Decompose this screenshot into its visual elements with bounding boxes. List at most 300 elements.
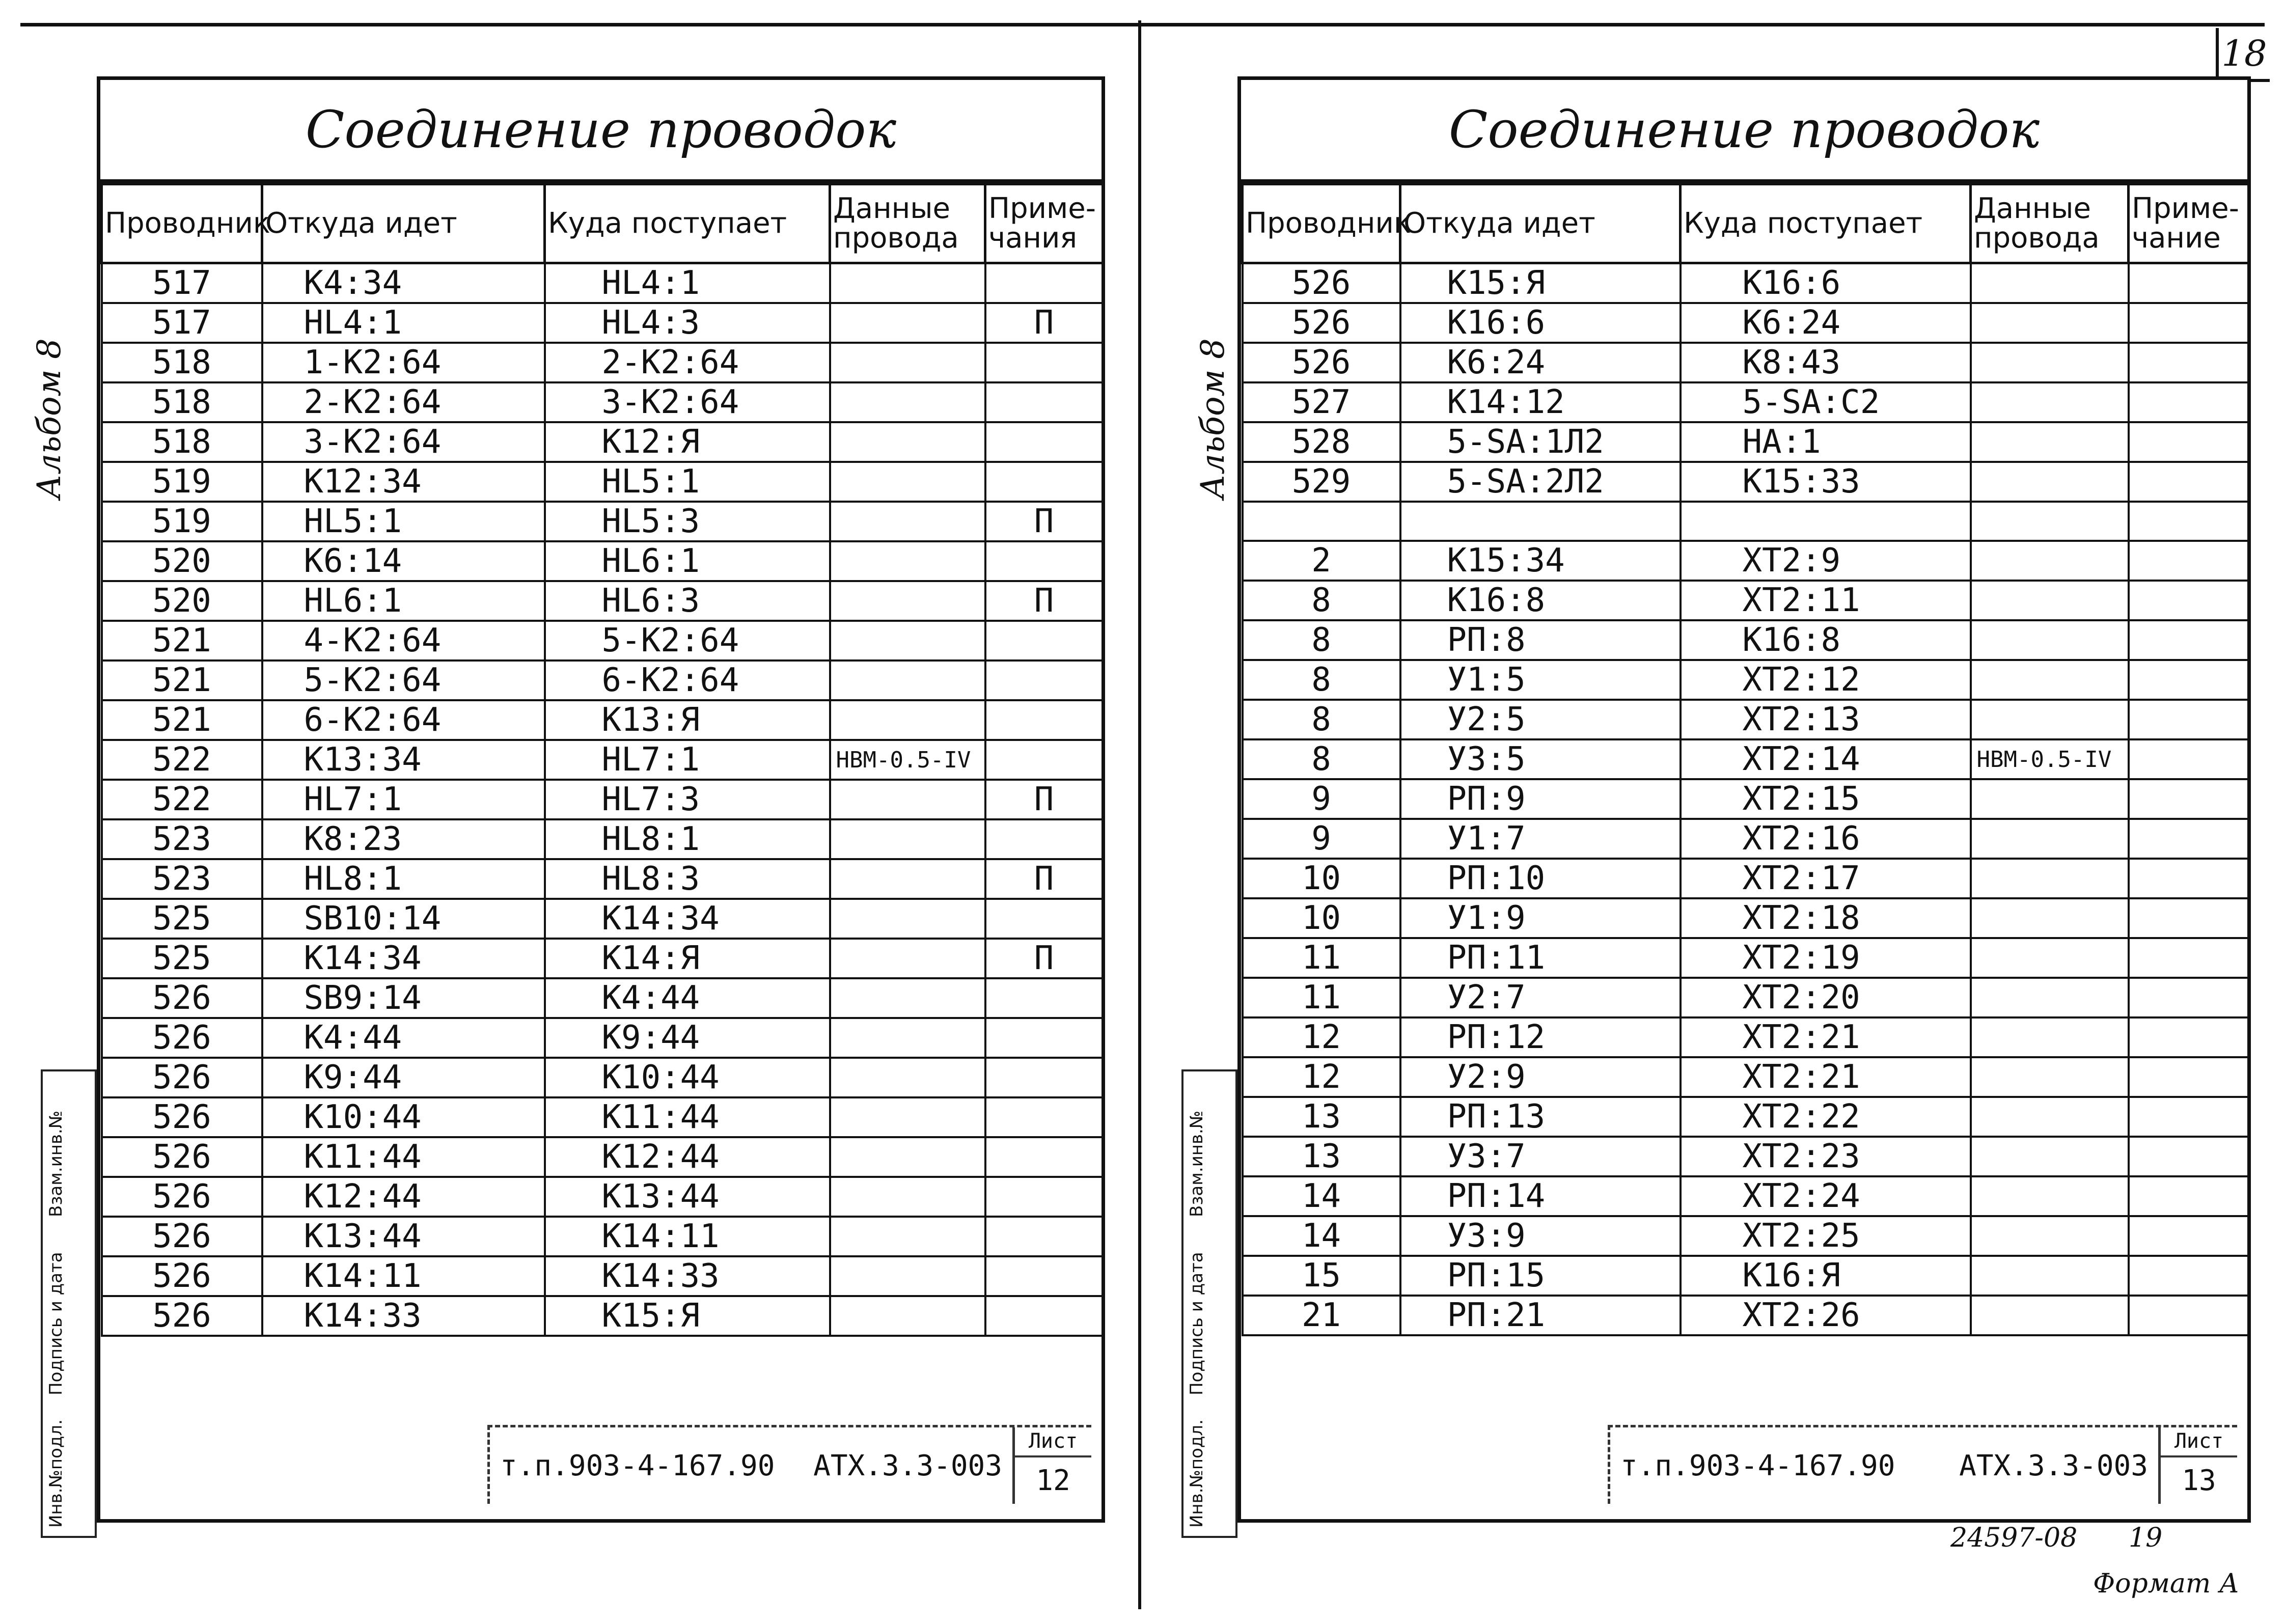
cell-conductor: 517: [102, 303, 262, 343]
table-row: [1243, 779, 2249, 819]
sheet-title: Соединение проводок: [100, 80, 1102, 183]
cell-conductor: 518: [102, 422, 262, 462]
cell-to: XT2:12: [1681, 660, 1971, 700]
cell-wire-data: [1971, 898, 2129, 938]
cell-from: HL7:1: [262, 780, 545, 819]
cell-note: [2129, 1017, 2249, 1057]
cell-note: [2129, 1216, 2249, 1256]
cell-conductor: 14: [1243, 1176, 1400, 1216]
cell-wire-data: [830, 660, 985, 700]
cell-note: [985, 1058, 1103, 1097]
cell-conductor: 526: [102, 1177, 262, 1217]
cell-wire-data: [830, 462, 985, 502]
col-header-notes: Приме-чания: [985, 184, 1103, 263]
cell-from: K13:34: [262, 740, 545, 780]
footer-code: 24597-08: [1950, 1523, 2078, 1553]
col-header-notes: Приме-чание: [2129, 184, 2249, 263]
cell-wire-data: [830, 780, 985, 819]
cell-wire-data: [830, 700, 985, 740]
cell-wire-data: [1971, 382, 2129, 422]
cell-note: [985, 1256, 1103, 1296]
cell-note: [985, 621, 1103, 660]
cell-conductor: 526: [1243, 343, 1400, 382]
cell-note: [985, 1097, 1103, 1137]
cell-wire-data: [830, 502, 985, 541]
cell-wire-data: [830, 1177, 985, 1217]
side-label-left-1: Подпись и дата: [46, 1252, 66, 1395]
table-row: [1243, 263, 2249, 304]
cell-from: У2:7: [1400, 978, 1681, 1017]
cell-note: [2129, 1296, 2249, 1335]
cell-conductor: 525: [102, 939, 262, 978]
cell-to: HL5:1: [545, 462, 830, 502]
cell-conductor: 13: [1243, 1137, 1400, 1176]
cell-to: HA:1: [1681, 422, 1971, 462]
cell-note: [985, 819, 1103, 859]
cell-note: [985, 541, 1103, 581]
cell-conductor: 8: [1243, 700, 1400, 739]
cell-to: XT2:20: [1681, 978, 1971, 1017]
cell-from: K12:34: [262, 462, 545, 502]
cell-from: K16:6: [1400, 303, 1681, 343]
cell-note: [2129, 581, 2249, 620]
col-header-from: Откуда идет: [262, 184, 545, 263]
cell-note: П: [985, 581, 1103, 621]
cell-to: XT2:21: [1681, 1057, 1971, 1097]
cell-conductor: [1243, 502, 1400, 541]
cell-wire-data: [1971, 1256, 2129, 1296]
cell-from: HL4:1: [262, 303, 545, 343]
cell-conductor: 526: [102, 1256, 262, 1296]
cell-from: РП:15: [1400, 1256, 1681, 1296]
cell-note: [985, 740, 1103, 780]
cell-note: [985, 263, 1103, 304]
cell-note: [2129, 819, 2249, 859]
table-row: [102, 303, 1103, 343]
col-header-wire-data: Данные провода: [1971, 184, 2129, 263]
cell-to: K14:Я: [545, 939, 830, 978]
cell-conductor: 520: [102, 581, 262, 621]
cell-wire-data: [830, 1256, 985, 1296]
cell-from: У1:5: [1400, 660, 1681, 700]
side-label-left-0: Взам.инв.№: [46, 1110, 66, 1217]
cell-conductor: 8: [1243, 620, 1400, 660]
cell-conductor: 10: [1243, 859, 1400, 898]
table-row: [102, 1217, 1103, 1256]
table-row: [1243, 859, 2249, 898]
cell-wire-data: [1971, 700, 2129, 739]
cell-wire-data: [830, 899, 985, 939]
table-row: [102, 422, 1103, 462]
doc-number: т.п.903-4-167.90: [1620, 1449, 1895, 1482]
cell-wire-data: [1971, 859, 2129, 898]
cell-conductor: 11: [1243, 978, 1400, 1017]
table-row: [1243, 1176, 2249, 1216]
cell-from: K14:34: [262, 939, 545, 978]
cell-note: [985, 1177, 1103, 1217]
cell-to: XT2:25: [1681, 1216, 1971, 1256]
cell-conductor: 528: [1243, 422, 1400, 462]
cell-note: [985, 660, 1103, 700]
cell-note: [985, 422, 1103, 462]
table-row: [102, 382, 1103, 422]
cell-wire-data: [830, 1058, 985, 1097]
cell-to: XT2:26: [1681, 1296, 1971, 1335]
cell-from: K6:24: [1400, 343, 1681, 382]
table-row: [102, 939, 1103, 978]
cell-to: HL8:3: [545, 859, 830, 899]
wiring-table: [1241, 183, 2250, 1336]
cell-to: K12:Я: [545, 422, 830, 462]
cell-to: 5-SA:C2: [1681, 382, 1971, 422]
cell-from: K4:34: [262, 263, 545, 304]
cell-from: K10:44: [262, 1097, 545, 1137]
cell-to: K12:44: [545, 1137, 830, 1177]
table-row: [1243, 462, 2249, 502]
cell-wire-data: [1971, 541, 2129, 581]
cell-note: [2129, 263, 2249, 304]
cell-note: [985, 462, 1103, 502]
cell-conductor: 14: [1243, 1216, 1400, 1256]
table-row: [102, 1058, 1103, 1097]
table-row: [102, 899, 1103, 939]
table-row: [102, 978, 1103, 1018]
sheet-left: [97, 76, 1105, 1523]
table-row: [102, 1018, 1103, 1058]
table-row: [1243, 1057, 2249, 1097]
cell-wire-data: [1971, 620, 2129, 660]
cell-wire-data: [830, 382, 985, 422]
sheet-title: Соединение проводок: [1241, 80, 2247, 183]
cell-conductor: 527: [1243, 382, 1400, 422]
table-row: [1243, 303, 2249, 343]
cell-conductor: 526: [1243, 303, 1400, 343]
table-row: [102, 1137, 1103, 1177]
cell-note: [985, 382, 1103, 422]
side-label-left-2: Инв.№подл.: [46, 1419, 66, 1528]
cell-wire-data: [830, 303, 985, 343]
cell-note: П: [985, 502, 1103, 541]
cell-to: K10:44: [545, 1058, 830, 1097]
cell-note: [985, 343, 1103, 382]
table-row: [1243, 938, 2249, 978]
cell-from: 6-K2:64: [262, 700, 545, 740]
cell-note: [985, 899, 1103, 939]
cell-to: K16:6: [1681, 263, 1971, 304]
cell-to: HL6:3: [545, 581, 830, 621]
cell-conductor: 13: [1243, 1097, 1400, 1137]
table-row: [102, 819, 1103, 859]
cell-to: K6:24: [1681, 303, 1971, 343]
cell-to: K8:43: [1681, 343, 1971, 382]
cell-wire-data: [830, 343, 985, 382]
cell-note: [2129, 1137, 2249, 1176]
cell-conductor: 517: [102, 263, 262, 304]
table-row: [1243, 660, 2249, 700]
table-row: [1243, 700, 2249, 739]
cell-note: [2129, 422, 2249, 462]
cell-conductor: 525: [102, 899, 262, 939]
cell-to: HL4:3: [545, 303, 830, 343]
cell-note: П: [985, 303, 1103, 343]
cell-conductor: 526: [102, 1296, 262, 1336]
cell-from: K9:44: [262, 1058, 545, 1097]
cell-from: РП:11: [1400, 938, 1681, 978]
cell-to: HL4:1: [545, 263, 830, 304]
cell-conductor: 520: [102, 541, 262, 581]
cell-from: РП:8: [1400, 620, 1681, 660]
sheet-divider: [1138, 20, 1141, 1609]
table-row: [102, 1097, 1103, 1137]
table-row: [1243, 343, 2249, 382]
cell-to: K11:44: [545, 1097, 830, 1137]
cell-conductor: 526: [102, 1097, 262, 1137]
cell-wire-data: [1971, 660, 2129, 700]
cell-from: У1:9: [1400, 898, 1681, 938]
cell-wire-data: [830, 859, 985, 899]
cell-note: [2129, 382, 2249, 422]
table-row: [102, 740, 1103, 780]
title-block: [487, 1425, 1091, 1504]
cell-conductor: 10: [1243, 898, 1400, 938]
table-row: [1243, 819, 2249, 859]
cell-to: XT2:21: [1681, 1017, 1971, 1057]
cell-to: XT2:19: [1681, 938, 1971, 978]
cell-note: [2129, 1097, 2249, 1137]
cell-from: РП:13: [1400, 1097, 1681, 1137]
cell-from: У3:5: [1400, 739, 1681, 779]
cell-conductor: 521: [102, 621, 262, 660]
table-row: [1243, 1137, 2249, 1176]
sheet-label: Лист: [1015, 1427, 1091, 1457]
table-row: [102, 581, 1103, 621]
cell-wire-data: [1971, 819, 2129, 859]
cell-conductor: 526: [102, 1217, 262, 1256]
table-row: [1243, 382, 2249, 422]
cell-to: HL7:3: [545, 780, 830, 819]
cell-wire-data: [1971, 1216, 2129, 1256]
table-row: [1243, 1017, 2249, 1057]
table-row: [1243, 1296, 2249, 1335]
cell-wire-data: [830, 978, 985, 1018]
cell-from: У1:7: [1400, 819, 1681, 859]
cell-note: [2129, 859, 2249, 898]
cell-note: [2129, 938, 2249, 978]
cell-wire-data: [830, 1097, 985, 1137]
cell-conductor: 8: [1243, 739, 1400, 779]
cell-from: K13:44: [262, 1217, 545, 1256]
album-label-left: Альбом 8: [31, 338, 68, 499]
cell-to: HL6:1: [545, 541, 830, 581]
cell-wire-data: [1971, 462, 2129, 502]
side-label-right-1: Подпись и дата: [1187, 1252, 1207, 1395]
cell-to: HL5:3: [545, 502, 830, 541]
title-block: [1608, 1425, 2237, 1504]
cell-from: У3:9: [1400, 1216, 1681, 1256]
table-row: [102, 263, 1103, 304]
cell-conductor: 522: [102, 780, 262, 819]
top-border-line: [20, 23, 2265, 26]
cell-wire-data: [830, 1296, 985, 1336]
sheet-box: [1012, 1427, 1091, 1504]
cell-note: [2129, 620, 2249, 660]
cell-to: K13:Я: [545, 700, 830, 740]
table-row: [102, 780, 1103, 819]
cell-from: K14:12: [1400, 382, 1681, 422]
table-row: [1243, 581, 2249, 620]
cell-conductor: 521: [102, 700, 262, 740]
cell-to: K14:11: [545, 1217, 830, 1256]
cell-from: K14:33: [262, 1296, 545, 1336]
cell-note: П: [985, 939, 1103, 978]
cell-note: [2129, 1057, 2249, 1097]
sheet-right: [1237, 76, 2251, 1523]
sheet-label: Лист: [2161, 1427, 2237, 1457]
cell-to: XT2:17: [1681, 859, 1971, 898]
cell-note: [985, 1137, 1103, 1177]
cell-from: У3:7: [1400, 1137, 1681, 1176]
cell-note: П: [985, 859, 1103, 899]
cell-wire-data: [830, 263, 985, 304]
cell-conductor: 12: [1243, 1057, 1400, 1097]
cell-to: 5-K2:64: [545, 621, 830, 660]
cell-wire-data: [1971, 263, 2129, 304]
cell-wire-data: [830, 581, 985, 621]
cell-conductor: 8: [1243, 660, 1400, 700]
col-header-conductor: Проводник: [1243, 184, 1400, 263]
cell-conductor: 11: [1243, 938, 1400, 978]
cell-from: У2:5: [1400, 700, 1681, 739]
cell-conductor: 2: [1243, 541, 1400, 581]
cell-from: [1400, 502, 1681, 541]
col-header-to: Куда поступает: [545, 184, 830, 263]
table-body: [102, 263, 1103, 1336]
cell-to: HL8:1: [545, 819, 830, 859]
cell-from: РП:10: [1400, 859, 1681, 898]
cell-conductor: 526: [102, 1058, 262, 1097]
doc-code: АТХ.3.3-003: [813, 1449, 1002, 1482]
cell-from: HL6:1: [262, 581, 545, 621]
cell-conductor: 526: [102, 978, 262, 1018]
cell-conductor: 529: [1243, 462, 1400, 502]
cell-note: [985, 1296, 1103, 1336]
cell-wire-data: [1971, 1137, 2129, 1176]
cell-to: XT2:16: [1681, 819, 1971, 859]
table-row: [1243, 1216, 2249, 1256]
table-row: [1243, 620, 2249, 660]
cell-conductor: 15: [1243, 1256, 1400, 1296]
table-row: [1243, 898, 2249, 938]
side-label-right-2: Инв.№подл.: [1187, 1419, 1207, 1528]
cell-wire-data: [1971, 1097, 2129, 1137]
cell-to: K15:33: [1681, 462, 1971, 502]
cell-from: K15:Я: [1400, 263, 1681, 304]
cell-from: 5-SA:2Л2: [1400, 462, 1681, 502]
cell-to: K13:44: [545, 1177, 830, 1217]
cell-wire-data: [830, 819, 985, 859]
table-row: [102, 621, 1103, 660]
cell-note: [2129, 303, 2249, 343]
cell-conductor: 519: [102, 502, 262, 541]
cell-wire-data: [830, 1018, 985, 1058]
footer-format: Формат А: [2093, 1568, 2240, 1599]
cell-from: 3-K2:64: [262, 422, 545, 462]
cell-wire-data: [1971, 343, 2129, 382]
cell-wire-data: [1971, 303, 2129, 343]
cell-note: [2129, 462, 2249, 502]
cell-wire-data: НВМ-0.5-IV: [1971, 739, 2129, 779]
cell-wire-data: [830, 1217, 985, 1256]
table-row: [102, 859, 1103, 899]
cell-from: 5-K2:64: [262, 660, 545, 700]
cell-to: XT2:14: [1681, 739, 1971, 779]
cell-from: РП:14: [1400, 1176, 1681, 1216]
cell-to: XT2:24: [1681, 1176, 1971, 1216]
cell-to: 3-K2:64: [545, 382, 830, 422]
side-label-right-0: Взам.инв.№: [1187, 1110, 1207, 1217]
cell-note: П: [985, 780, 1103, 819]
cell-wire-data: [1971, 581, 2129, 620]
cell-to: [1681, 502, 1971, 541]
table-row: [1243, 1097, 2249, 1137]
col-header-to: Куда поступает: [1681, 184, 1971, 263]
cell-from: У2:9: [1400, 1057, 1681, 1097]
cell-conductor: 522: [102, 740, 262, 780]
table-row: [102, 1296, 1103, 1336]
cell-to: XT2:11: [1681, 581, 1971, 620]
cell-note: [2129, 1256, 2249, 1296]
cell-to: K14:34: [545, 899, 830, 939]
cell-wire-data: [1971, 1296, 2129, 1335]
cell-from: K4:44: [262, 1018, 545, 1058]
cell-note: [985, 978, 1103, 1018]
cell-conductor: 8: [1243, 581, 1400, 620]
table-row: [102, 502, 1103, 541]
album-label-right: Альбом 8: [1194, 338, 1232, 499]
table-row: [1243, 739, 2249, 779]
sheet-box: [2158, 1427, 2237, 1504]
cell-to: K14:33: [545, 1256, 830, 1296]
cell-wire-data: [830, 621, 985, 660]
cell-from: SB9:14: [262, 978, 545, 1018]
cell-conductor: 523: [102, 859, 262, 899]
cell-from: K15:34: [1400, 541, 1681, 581]
cell-to: 2-K2:64: [545, 343, 830, 382]
cell-to: HL7:1: [545, 740, 830, 780]
cell-conductor: 21: [1243, 1296, 1400, 1335]
table-row: [102, 700, 1103, 740]
cell-to: K16:Я: [1681, 1256, 1971, 1296]
footer-page: 19: [2129, 1523, 2163, 1553]
cell-note: [2129, 1176, 2249, 1216]
cell-note: [2129, 898, 2249, 938]
cell-from: K16:8: [1400, 581, 1681, 620]
cell-conductor: 521: [102, 660, 262, 700]
col-header-from: Откуда идет: [1400, 184, 1681, 263]
cell-wire-data: НВМ-0.5-IV: [830, 740, 985, 780]
page-number: 18: [2216, 28, 2270, 82]
cell-to: XT2:15: [1681, 779, 1971, 819]
cell-to: XT2:23: [1681, 1137, 1971, 1176]
col-header-conductor: Проводник: [102, 184, 262, 263]
cell-note: [985, 700, 1103, 740]
cell-from: K12:44: [262, 1177, 545, 1217]
cell-to: XT2:18: [1681, 898, 1971, 938]
cell-wire-data: [1971, 1057, 2129, 1097]
cell-to: XT2:13: [1681, 700, 1971, 739]
cell-from: 1-K2:64: [262, 343, 545, 382]
cell-conductor: 9: [1243, 819, 1400, 859]
